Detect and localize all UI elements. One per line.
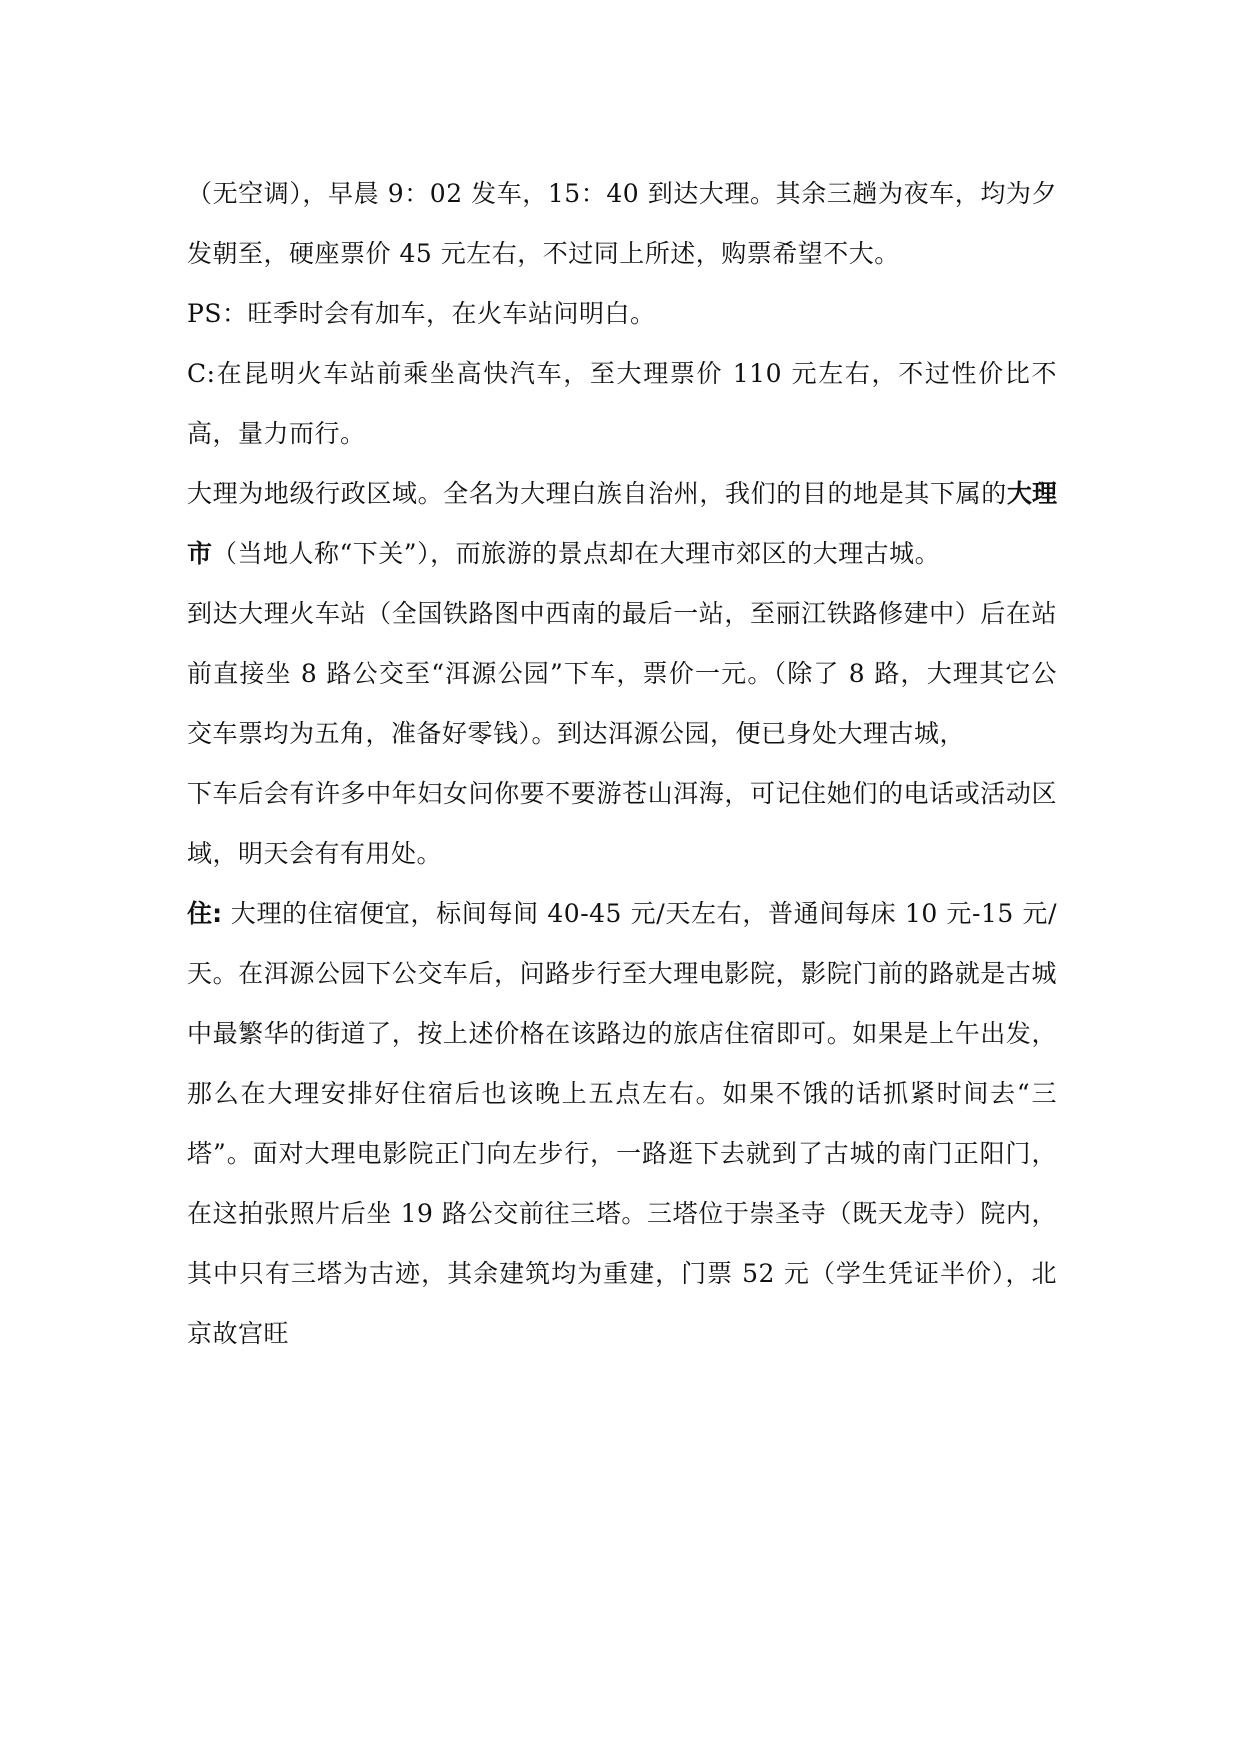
document-body — [187, 164, 1057, 1364]
accommodation-text: 大理的住宿便宜，标间每间 40-45 元/天左右，普通间每床 10 元-15 元/天。在洱源公园下公交车后，问路步行至大理电影院，影院门前的路就是古城中最繁华的街道了，按上述价格在该路边的旅店住宿即可。如果是上午出发，那么在大理安排好住宿后也该晚上五点左右。如果不饿的话抓紧时间去“三塔”。面对大理电影院正门向左步行，一路逛下去就到了古城的南门正阳门，在这拍张照片后坐 19 路公交前往三塔。三塔位于崇圣寺（既天龙寺）院内，其中只有三塔为古迹，其余建筑均为重建，门票 52 元（学生凭证半价），北京故宫旺 — [187, 899, 1058, 1348]
dali-city-bold: 大理市 — [187, 479, 1057, 568]
dali-intro-tail: （当地人称“下关”），而旅游的景点却在大理市郊区的大理古城。 — [212, 539, 941, 568]
paragraph-arrival-route: 到达大理火车站（全国铁路图中西南的最后一站，至丽江铁路修建中）后在站前直接坐 8 路公交至“洱源公园”下车，票价一元。（除了 8 路，大理其它公交车票均为五角，准备好零钱）。到达洱源公园，便已身处大理古城， — [187, 599, 1057, 748]
paragraph-ps-note: PS：旺季时会有加车，在火车站问明白。 — [187, 299, 656, 328]
dali-intro-lead: 大理为地级行政区域。全名为大理白族自治州，我们的目的地是其下属的 — [187, 479, 1007, 508]
accommodation-heading: 住: — [187, 899, 223, 928]
paragraph-dali-intro — [187, 464, 1057, 584]
paragraph-train-schedule: （无空调），早晨 9：02 发车，15：40 到达大理。其余三趟为夜车，均为夕发朝至，硬座票价 45 元左右，不过同上所述，购票希望不大。 — [187, 179, 1057, 268]
paragraph-option-c-bus: C:在昆明火车站前乘坐高快汽车，至大理票价 110 元左右，不过性价比不高，量力而行。 — [187, 359, 1057, 448]
paragraph-tour-tip: 下车后会有许多中年妇女问你要不要游苍山洱海，可记住她们的电话或活动区域，明天会有有用处。 — [187, 779, 1057, 868]
paragraph-accommodation — [187, 884, 1057, 1364]
